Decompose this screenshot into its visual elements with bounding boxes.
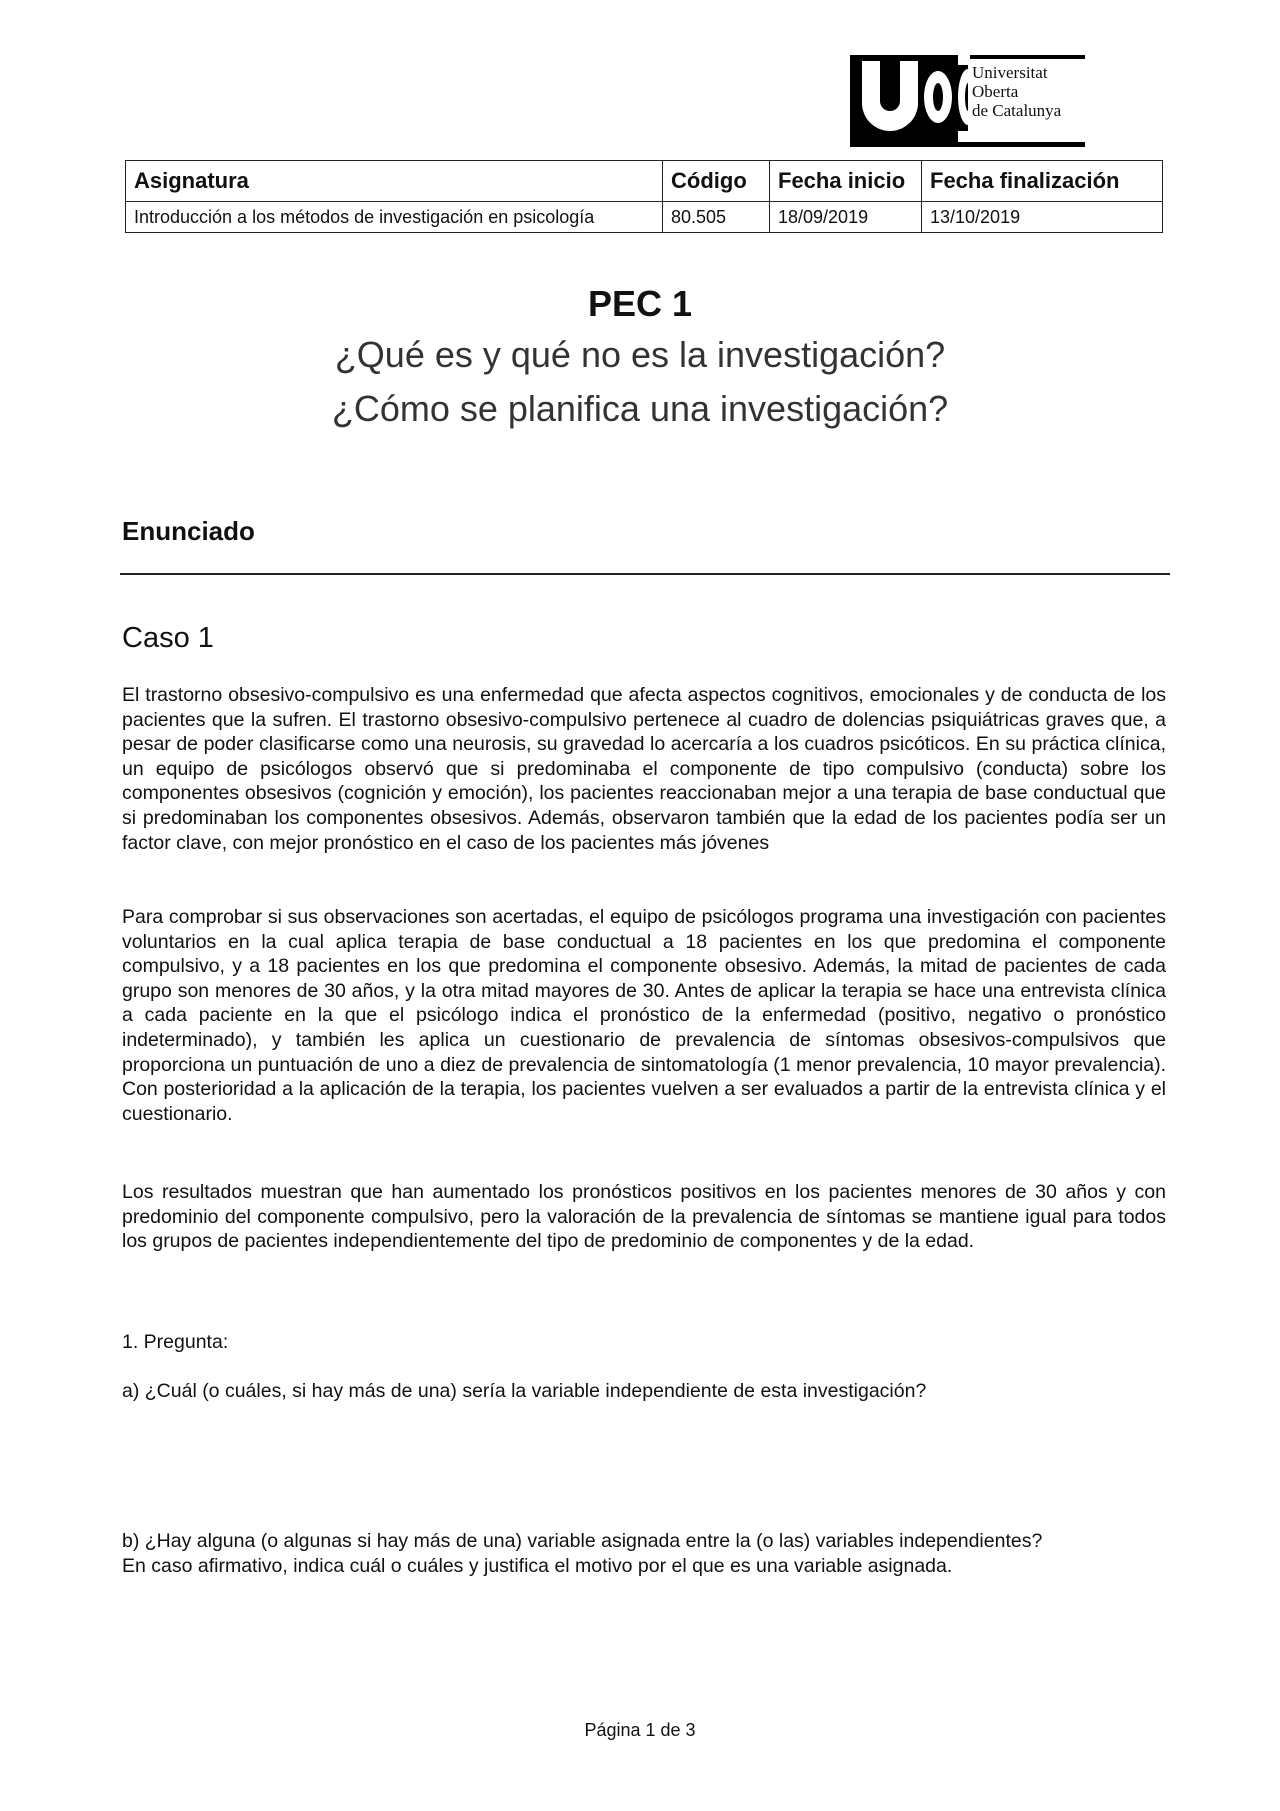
page-number: Página 1 de 3 <box>584 1720 696 1740</box>
section-divider <box>120 573 1170 575</box>
question-b-line-2: En caso afirmativo, indica cuál o cuáles y justifica el motivo por el que es una variable asignada. <box>122 1554 953 1577</box>
title-block <box>0 280 1280 436</box>
case-paragraph-1: El trastorno obsesivo-compulsivo es una enfermedad que afecta aspectos cognitivos, emocionales y de conducta de los pacientes que la sufren. El trastorno obsesivo-compulsivo pertenece al cuadro de dolencias psiquiátricas graves que, a pesar de poder clasificarse como una neurosis, su gravedad lo acercaría a los cuadros psicóticos. En su práctica clínica, un equipo de psicólogos observó que si predominaba el componente de tipo compulsivo (conducta) sobre los componentes obsesivos (cognición y emoción), los pacientes reaccionaban mejor a una terapia de base conductual que si predominaban los componentes obsesivos. Además, observaron también que la edad de los pacientes podía ser un factor clave, con mejor pronóstico en el caso de los pacientes más jóvenes <box>122 684 1166 854</box>
question-title: 1. Pregunta: <box>122 1331 229 1353</box>
table-row <box>126 202 1163 233</box>
header-fecha-finalizacion: Fecha finalización <box>922 161 1163 202</box>
cell-fecha-finalizacion: 13/10/2019 <box>922 202 1163 233</box>
page-title: PEC 1 <box>587 283 693 324</box>
page-subtitle-2: ¿Cómo se planifica una investigación? <box>331 388 949 429</box>
table-header-row <box>126 161 1163 202</box>
question-b-line-1: b) ¿Hay alguna (o algunas si hay más de una) variable asignada entre la (o las) variables independientes? <box>122 1530 1043 1552</box>
header-asignatura: Asignatura <box>126 161 663 202</box>
cell-codigo: 80.505 <box>663 202 770 233</box>
cell-fecha-inicio: 18/09/2019 <box>770 202 922 233</box>
case-paragraph-3: Los resultados muestran que han aumentado los pronósticos positivos en los pacientes menores de 30 años y con predominio del componente compulsivo, pero la valoración de la prevalencia de síntomas se mantiene igual para todos los grupos de pacientes independientemente del tipo de predominio de componentes y de la edad. <box>122 1181 1166 1253</box>
logo-line-3: de Catalunya <box>972 101 1062 120</box>
question-a: a) ¿Cuál (o cuáles, si hay más de una) sería la variable independiente de esta investigación? <box>122 1380 927 1402</box>
case-paragraph-2: Para comprobar si sus observaciones son acertadas, el equipo de psicólogos programa una investigación con pacientes voluntarios en la cual aplica terapia de base conductual a 18 pacientes en los que predomina el componente compulsivo, y a 18 pacientes en los que predomina el componente obsesivo. Además, la mitad de pacientes de cada grupo son menores de 30 años, y la otra mitad mayores de 30. Antes de aplicar la terapia se hace una entrevista clínica a cada paciente en la que el psicólogo indica el pronóstico de la enfermedad (positivo, negativo o pronóstico indeterminado), y también les aplica un cuestionario de prevalencia de síntomas obsesivos-compulsivos que proporciona un puntuación de uno a diez de prevalencia de sintomatología (1 menor prevalencia, 10 mayor prevalencia). Con posterioridad a la aplicación de la terapia, los pacientes vuelven a ser evaluados a partir de la entrevista clínica y el cuestionario. <box>122 906 1166 1125</box>
logo-line-1: Universitat <box>972 63 1048 82</box>
case-heading: Caso 1 <box>122 622 214 654</box>
header-fecha-inicio: Fecha inicio <box>770 161 922 202</box>
cell-asignatura: Introducción a los métodos de investigación en psicología <box>126 202 663 233</box>
section-heading-enunciado: Enunciado <box>122 516 255 546</box>
logo-wordmark <box>972 63 1061 120</box>
logo-line-2: Oberta <box>972 82 1019 101</box>
header-codigo: Código <box>663 161 770 202</box>
course-info-table <box>125 160 1163 233</box>
page-subtitle-1: ¿Qué es y qué no es la investigación? <box>334 334 946 375</box>
question-b <box>122 1529 1166 1578</box>
uoc-logo <box>850 55 1085 147</box>
